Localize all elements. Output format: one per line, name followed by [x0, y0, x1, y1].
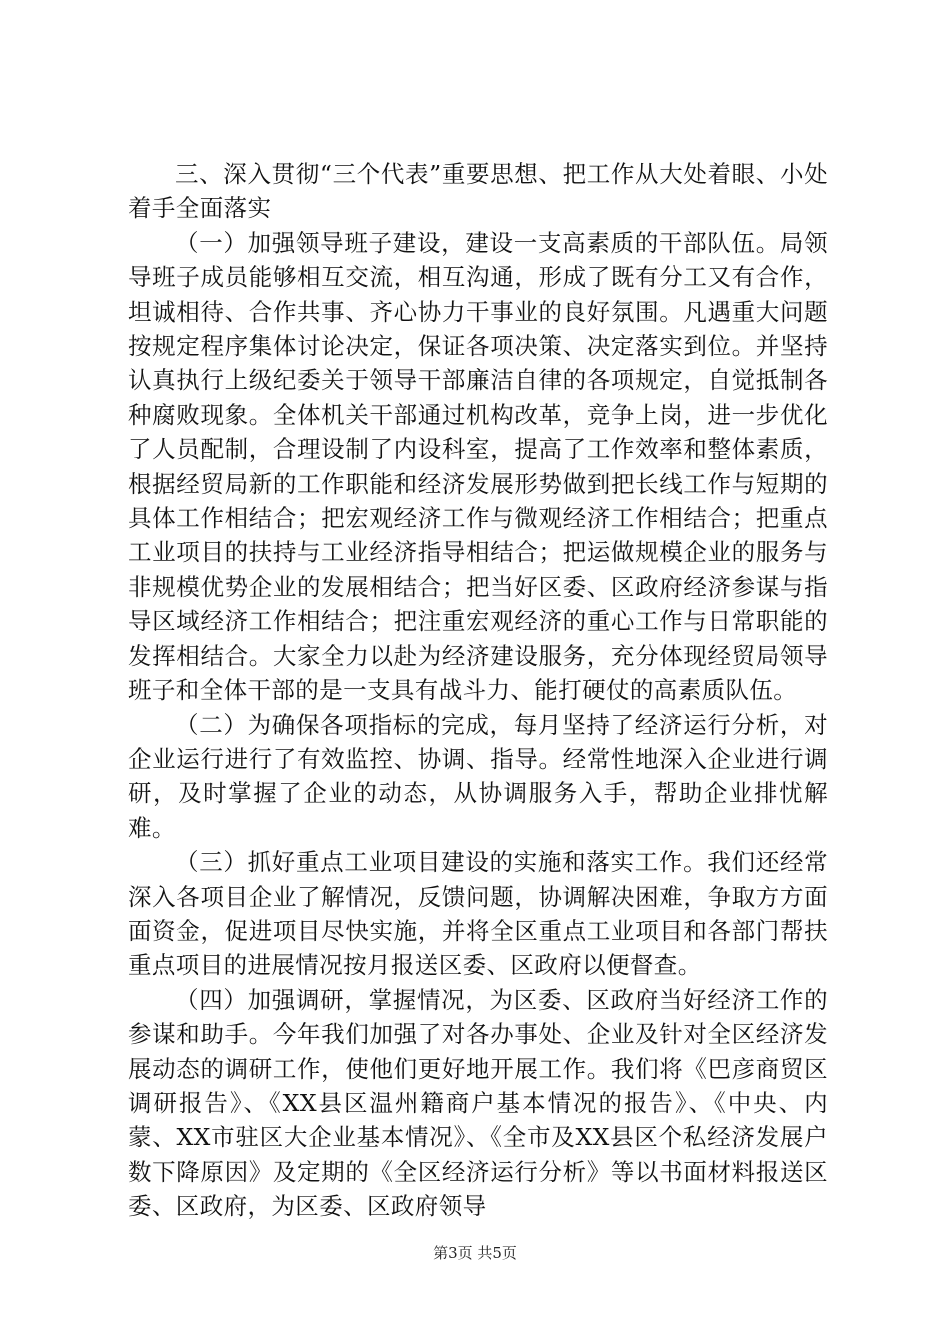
- document-body: [128, 157, 828, 1224]
- body-paragraph-2: （二）为确保各项指标的完成，每月坚持了经济运行分析，对企业运行进行了有效监控、协调、指导。经常性地深入企业进行调研，及时掌握了企业的动态，从协调服务入手，帮助企业排忧解难。: [128, 710, 828, 842]
- page-number-footer: 第3页 共5页: [433, 1244, 517, 1262]
- section-heading-paragraph: 三、深入贯彻“三个代表”重要思想、把工作从大处着眼、小处着手全面落实: [128, 160, 828, 223]
- body-paragraph-4: （四）加强调研，掌握情况，为区委、区政府当好经济工作的参谋和助手。今年我们加强了对各办事处、企业及针对全区经济发展动态的调研工作，使他们更好地开展工作。我们将《巴彦商贸区调研报告》、《XX县区温州籍商户基本情况的报告》、《中央、内蒙、XX市驻区大企业基本情况》、《全市及XX县区个私经济发展户数下降原因》及定期的《全区经济运行分析》等以书面材料报送区委、区政府，为区委、区政府领导: [128, 985, 828, 1221]
- body-paragraph-1: （一）加强领导班子建设，建设一支高素质的干部队伍。局领导班子成员能够相互交流，相互沟通，形成了既有分工又有合作，坦诚相待、合作共事、齐心协力干事业的良好氛围。凡遇重大问题按规定程序集体讨论决定，保证各项决策、决定落实到位。并坚持认真执行上级纪委关于领导干部廉洁自律的各项规定，自觉抵制各种腐败现象。全体机关干部通过机构改革，竞争上岗，进一步优化了人员配制，合理设制了内设科室，提高了工作效率和整体素质，根据经贸局新的工作职能和经济发展形势做到把长线工作与短期的具体工作相结合；把宏观经济工作与微观经济工作相结合；把重点工业项目的扶持与工业经济指导相结合；把运做规模企业的服务与非规模优势企业的发展相结合；把当好区委、区政府经济参谋与指导区域经济工作相结合；把注重宏观经济的重心工作与日常职能的发挥相结合。大家全力以赴为经济建设服务，充分体现经贸局领导班子和全体干部的是一支具有战斗力、能打硬仗的高素质队伍。: [128, 228, 828, 705]
- body-paragraph-3: （三）抓好重点工业项目建设的实施和落实工作。我们还经常深入各项目企业了解情况，反馈问题，协调解决困难，争取方方面面资金，促进项目尽快实施，并将全区重点工业项目和各部门帮扶重点项目的进展情况按月报送区委、区政府以便督查。: [128, 848, 828, 980]
